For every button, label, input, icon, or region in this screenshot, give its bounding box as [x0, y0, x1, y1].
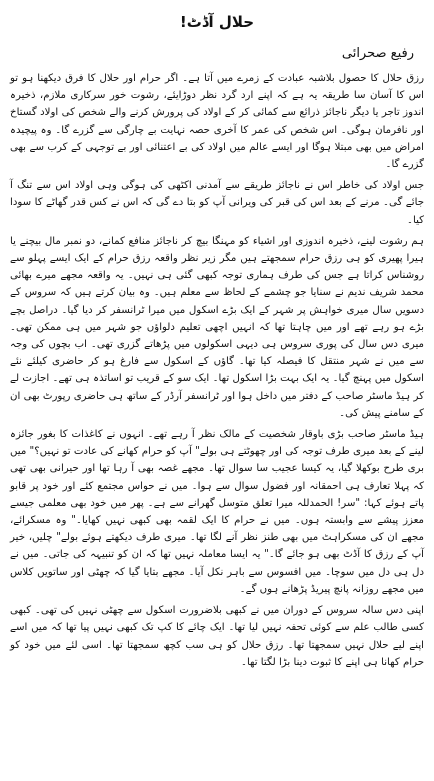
paragraph-5: اپنی دس سالہ سروس کے دوران میں نے کبھی بلاضرورت اسکول سے چھٹی نہیں کی تھی۔ کبھی کسی طالب علم سے کوئی تحفہ نہیں لیا تھا۔ ایک چائے کا کپ تک کبھی نہیں پیا تھا کہ میں اسے اپنے لیے حلال نہیں سمجھتا تھا۔ رزق حلال کو ہی سب کچھ سمجھتا تھا۔ اسی لئے میں خود کو حرام کھانا ہی اپنے کا ثبوت دینا بڑا لگتا تھا۔: [10, 605, 424, 668]
paragraph-2: جس اولاد کی خاطر اس نے ناجائز طریقے سے آمدنی اکٹھی کی ہوگی وہی اولاد اس سے تنگ آ جائے گی۔ مرنے کے بعد اس کی قبر کی ویرانی آپ کو بتا دے گی کہ اس نے کس قدر گھاٹے کا سودا کیا۔: [10, 180, 424, 226]
paragraph-4: ہیڈ ماسٹر صاحب بڑی باوقار شخصیت کے مالک نظر آ رہے تھے۔ انہوں نے کاغذات کا بغور جائزہ لینے کے بعد میری طرف توجہ کی اور چھوٹتے ہی بولے" آپ کو حرام کھانے کی عادت تو نہیں؟" میں بری طرح بوکھلا گیا، یہ کیسا عجیب سا سوال تھا۔ مجھے غصہ بھی آ رہا تھا اور حیرانی بھی تھی کہ پہلا تعارف ہی احمقانہ اور فضول سوال سے ہوا۔ میں نے حواس مجتمع کئے اور خود پر قابو پاتے ہوئے کہا: "سر! الحمدللہ میرا تعلق متوسل گھرانے سے ہے۔ پھر میں خود بھی معلمی جیسے معزز پیشے سے وابستہ ہوں۔ میں نے حرام کا ایک لقمہ بھی کبھی نہیں کھایا۔" وہ مسکرائے، مجھے ان کی مسکراہٹ میں بھی طنز نظر آنے لگا تھا۔ میری طرف دیکھتے ہوئے بولے" چلیں، خیر آپ کے رزق کا آڈٹ بھی ہو جائے گا۔" یہ ایسا معاملہ نہیں تھا کہ ان کو تنبیہہ کی جاتی۔ میں نے دل ہی دل میں سوچا۔ میں افسوس سے باہر نکل آیا۔ مجھے بتایا گیا کہ چھٹی اور ساتویں کلاس میں مجھے روزانہ پانچ پیریڈ پڑھانے ہوں گے۔: [10, 429, 424, 595]
article-title: حلال آڈٹ!: [179, 13, 255, 31]
author-name: رفیع صحرائی: [341, 46, 414, 61]
paragraph-1: رزق حلال کا حصول بلاشبہ عبادت کے زمرے میں آتا ہے۔ اگر حرام اور حلال کا فرق دیکھنا ہو تو اس کا آسان سا طریقہ یہ ہے کہ اپنے ارد گرد نظر دوڑایئے، رشوت خور سرکاری ملازم، ذخیرہ اندوز تاجر یا دیگر ناجائز ذرائع سے کمائی کر کے اولاد کی پرورش کرنے والے شخص کی اولاد گستاخ اور نافرمان ہوگی۔ اس شخص کی عمر کا آخری حصہ نہایت بے چارگی سے گزرے گا۔ وہ پیچیدہ امراض میں بھی مبتلا ہوگا اور ایسے عالم میں اولاد کی بے اعتنائی اور بے توجہی کے کرب سے بھی گزرے گا۔: [10, 73, 424, 171]
paragraph-3: ہم رشوت لینے، ذخیرہ اندوزی اور اشیاء کو مہنگا بیچ کر ناجائز منافع کمانے، دو نمبر مال بیچنے یا ہیرا پھیری کو ہی رزق حرام سمجھتے ہیں مگر زیر نظر واقعہ رزق حرام کے ایک ایسے پہلو سے روشناس کراتا ہے جس کی طرف ہماری توجہ کبھی گئی ہی نہیں۔ یہ واقعہ مجھے میرے بھائی محمد شریف ندیم نے سنایا جو چشمے کے لحاظ سے معلم ہیں۔ وہ بیان کرتے ہیں کہ سروس کے دسویں سال میری خواہش پر شہر کے ایک بڑے اسکول میں میرا ٹرانسفر کر دیا گیا۔ دراصل بچے بڑے ہو رہے تھے اور میں چاہتا تھا کہ انہیں اچھی تعلیم دلواؤں جو شہر میں ہی ممکن تھی۔ میری دس سال کی پوری سروس ہی دیہی اسکولوں میں پڑھاتے گزری تھی۔ اب بچوں کی وجہ سے میں نے شہر منتقل کا فیصلہ کیا تھا۔ گاؤں کے اسکول سے فارغ ہو کر حاضری کیلئے نئے اسکول میں پہنچ گیا۔ یہ ایک بہت بڑا اسکول تھا۔ ایک سو کے قریب تو اساتذہ ہی تھے۔ اجازت لے کر ہیڈ ماسٹر صاحب کے دفتر میں داخل ہوا اور ٹرانسفر آرڈر کے ساتھ ہی حاضری رپورٹ بھی ان کے سامنے پیش کی۔: [10, 235, 424, 419]
